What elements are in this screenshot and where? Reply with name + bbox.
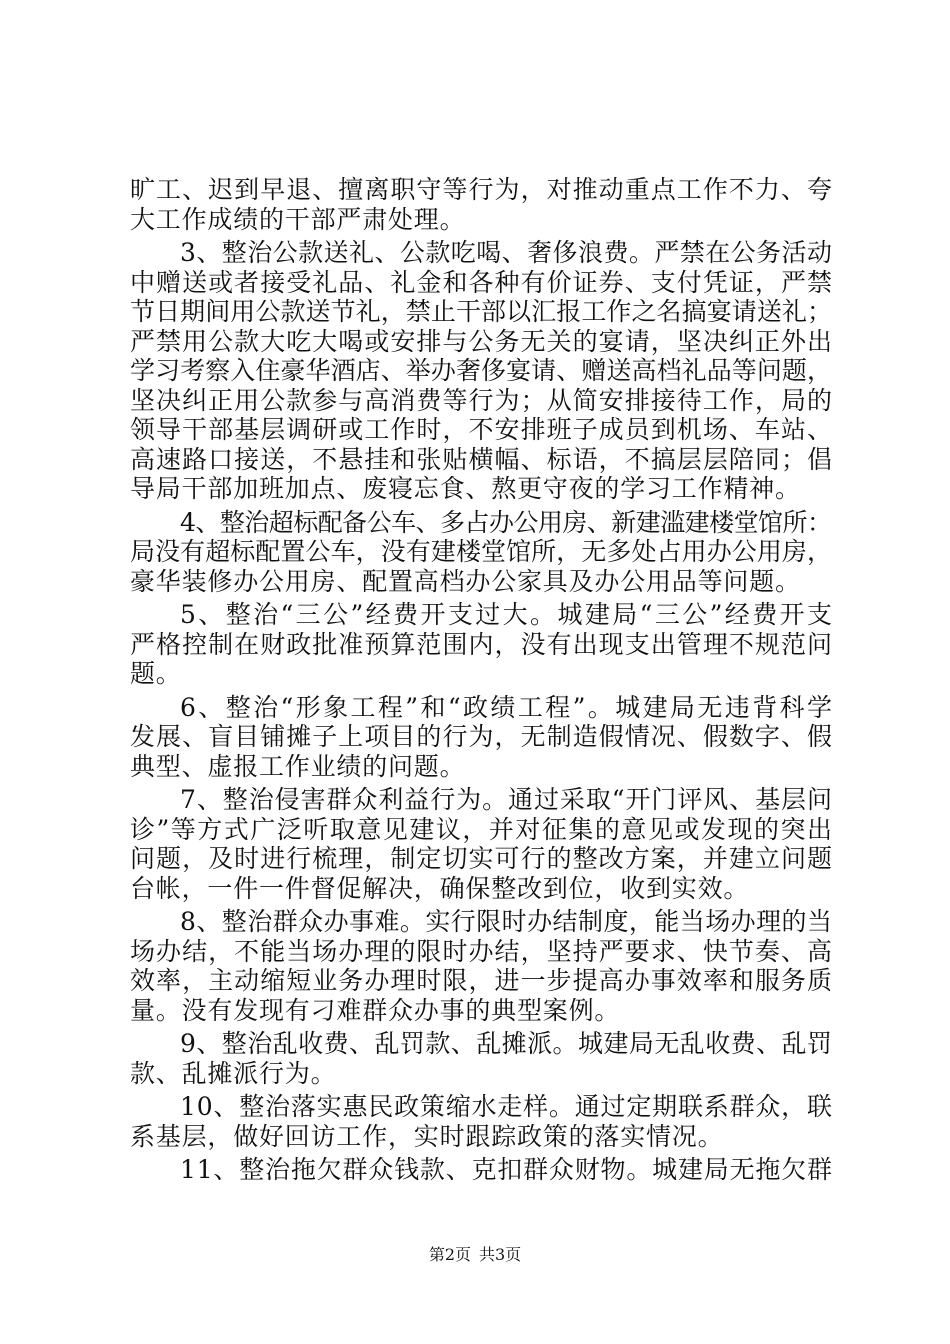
text-line: 发展、盲目铺摊子上项目的行为，无制造假情况、假数字、假 [130, 722, 834, 751]
text-line: 6、整治“形象工程”和“政绩工程”。城建局无违背科学 [180, 692, 835, 722]
paragraph-item-10 [130, 1092, 832, 1151]
text-line: 旷工、迟到早退、擅离职守等行为，对推动重点工作不力、夸 [130, 175, 834, 204]
paragraph-item-9 [130, 1029, 832, 1088]
text-line: 豪华装修办公用房、配置高档办公家具及办公用品等问题。 [130, 566, 801, 596]
text-line: 高速路口接送，不悬挂和张贴横幅、标语，不搞层层陪同；倡 [130, 444, 834, 474]
text-line: 款、乱摊派行为。 [130, 1058, 337, 1088]
text-line: 严禁用公款大吃大喝或安排与公务无关的宴请，坚决纠正外出 [130, 326, 834, 356]
text-line: 10、整治落实惠民政策缩水走样。通过定期联系群众，联 [180, 1092, 833, 1121]
paragraph-item-6 [130, 692, 835, 782]
text-line: 问题，及时进行梳理，制定切实可行的整改方案，并建立问题 [130, 844, 834, 873]
paragraph-item-4 [130, 508, 832, 597]
text-line: 领导干部基层调研或工作时，不安排班子成员到机场、车站、 [130, 415, 834, 444]
text-line: 系基层，做好回访工作，实时跟踪政策的落实情况。 [130, 1121, 724, 1151]
text-line: 效率，主动缩短业务办理时限，进一步提高办事效率和服务质 [130, 966, 834, 995]
text-line: 8、整治群众办事难。实行限时办结制度，能当场办理的当 [180, 907, 833, 936]
text-line: 导局干部加班加点、废寝忘食、熬更守夜的学习工作精神。 [130, 474, 801, 503]
text-line: 中赠送或者接受礼品、礼金和各种有价证券、支付凭证，严禁 [130, 267, 834, 297]
text-line: 学习考察入住豪华酒店、举办奢侈宴请、赠送高档礼品等问题， [130, 356, 833, 385]
text-line: 11、整治拖欠群众钱款、克扣群众财物。城建局无拖欠群 [180, 1155, 833, 1184]
page-total: 共3页 [479, 1245, 522, 1264]
text-line: 诊”等方式广泛听取意见建议，并对征集的意见或发现的突出 [130, 814, 834, 844]
text-line: 5、整治“三公”经费开支过大。城建局“三公”经费开支 [180, 600, 835, 629]
paragraph-continued [130, 175, 832, 234]
paragraph-item-3 [130, 238, 832, 504]
page-number: 第2页 [428, 1245, 471, 1264]
paragraph-item-5 [130, 600, 835, 689]
text-line: 4、整治超标配备公车、多占办公用房、新建滥建楼堂馆所： [180, 507, 832, 537]
paragraph-item-8 [130, 907, 832, 1025]
text-line: 大工作成绩的干部严肃处理。 [130, 204, 466, 234]
text-line: 题。 [130, 659, 182, 688]
text-line: 严格控制在财政批准预算范围内，没有出现支出管理不规范问 [130, 629, 834, 659]
text-line: 局没有超标配置公车，没有建楼堂馆所，无多处占用办公用房， [130, 537, 833, 566]
document-body [130, 175, 835, 1185]
text-line: 节日期间用公款送节礼，禁止干部以汇报工作之名搞宴请送礼； [130, 297, 833, 326]
text-line: 7、整治侵害群众利益行为。通过采取“开门评风、基层问 [180, 785, 833, 814]
paragraph-item-7 [130, 785, 832, 903]
text-line: 量。没有发现有刁难群众办事的典型案例。 [130, 995, 621, 1025]
text-line: 9、整治乱收费、乱罚款、乱摊派。城建局无乱收费、乱罚 [180, 1029, 833, 1058]
text-line: 典型、虚报工作业绩的问题。 [130, 751, 466, 781]
text-line: 场办结，不能当场办理的限时办结，坚持严要求、快节奏、高 [130, 936, 834, 966]
text-line: 坚决纠正用公款参与高消费等行为；从简安排接待工作，局的 [130, 385, 834, 415]
text-line: 台帐，一件一件督促解决，确保整改到位，收到实效。 [130, 873, 750, 903]
text-line: 3、整治公款送礼、公款吃喝、奢侈浪费。严禁在公务活动 [180, 238, 833, 267]
page-footer [0, 1243, 950, 1267]
paragraph-item-11 [130, 1155, 832, 1185]
